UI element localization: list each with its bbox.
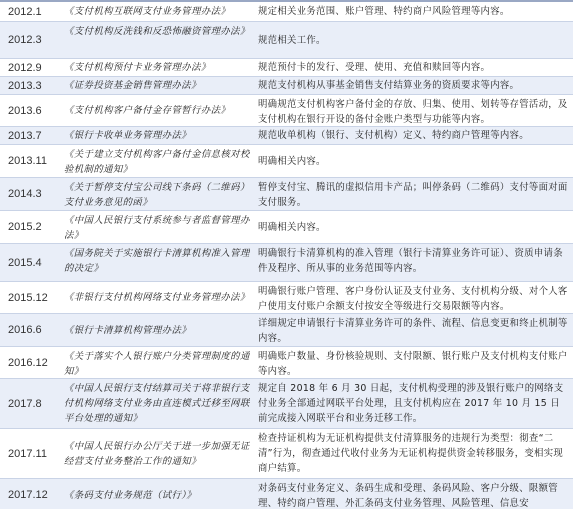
row-date: 2013.3 — [8, 79, 42, 92]
table-row — [0, 22, 573, 59]
table-row — [0, 379, 573, 429]
table-row — [0, 429, 573, 479]
table-row — [0, 95, 573, 127]
table-row — [0, 211, 573, 244]
row-regulation-title: 《非银行支付机构网络支付业务管理办法》 — [64, 292, 250, 303]
row-description: 详细规定申请银行卡清算业务许可的条件、流程、信息变更和终止机制等内容。 — [258, 318, 568, 344]
row-description: 明确银行账户管理、客户身份认证及支付业务、支付机构分级、对个人客户使用支付账户余额支付按安全等级进行交易限额等内容。 — [258, 286, 568, 312]
table-row — [0, 314, 573, 347]
row-date: 2017.8 — [8, 397, 42, 410]
row-regulation-title: 《支付机构互联网支付业务管理办法》 — [64, 6, 231, 17]
row-description: 明确账户数量、身份核验规则、支付限额、银行账户及支付机构支付账户等内容。 — [258, 351, 568, 377]
row-regulation-title: 《关于暂停支付宝公司线下条码（二维码）支付业务意见的函》 — [64, 182, 250, 208]
row-date: 2013.7 — [8, 129, 42, 142]
row-description: 暂停支付宝、腾讯的虚拟信用卡产品；叫停条码（二维码）支付等面对面支付服务。 — [258, 182, 568, 208]
row-description: 明确银行卡清算机构的准入管理（银行卡清算业务许可证）、资质申请条件及程序、所从事的业务范围等内容。 — [258, 248, 563, 274]
row-description: 规范预付卡的发行、受理、使用、充值和赎回等内容。 — [258, 62, 491, 73]
row-description: 规范收单机构（银行、支付机构）定义、特约商户管理等内容。 — [258, 130, 529, 141]
row-regulation-title: 《关于建立支付机构客户备付金信息核对校验机制的通知》 — [64, 149, 250, 175]
row-date: 2017.12 — [8, 489, 48, 501]
table-row — [0, 244, 573, 282]
row-regulation-title: 《中国人民银行支付结算司关于将非银行支付机构网络支付业务由直连模式迁移至网联平台处理的通知》 — [64, 383, 250, 424]
row-date: 2017.11 — [8, 447, 47, 460]
row-description: 规定相关业务范围、账户管理、特约商户风险管理等内容。 — [258, 6, 510, 17]
table-row — [0, 145, 573, 178]
table-row — [0, 127, 573, 145]
row-description: 检查持证机构为无证机构提供支付清算服务的违规行为类型：彻查“二清”行为，彻查通过代收付业务为无证机构提供资金转移服务，变相实现商户结算。 — [258, 433, 564, 474]
table-row — [0, 2, 573, 22]
row-regulation-title: 《条码支付业务规范（试行）》 — [64, 489, 197, 501]
table-row — [0, 59, 573, 77]
table-row — [0, 77, 573, 95]
row-regulation-title: 《中国人民银行支付系统参与者监督管理办法》 — [64, 215, 250, 241]
row-date: 2013.6 — [8, 104, 42, 117]
row-date: 2012.9 — [8, 61, 42, 74]
row-regulation-title: 《银行卡清算机构管理办法》 — [64, 324, 192, 336]
row-regulation-title: 《关于落实个人银行账户分类管理制度的通知》 — [64, 351, 250, 377]
table-row — [0, 347, 573, 379]
row-description: 明确相关内容。 — [258, 155, 326, 167]
row-regulation-title: 《证券投资基金销售管理办法》 — [64, 80, 201, 91]
row-description: 明确规范支付机构客户备付金的存放、归集、使用、划转等存管活动，及支付机构在银行开设的备付金账户类型与功能等内容。 — [258, 99, 568, 125]
row-date: 2013.11 — [8, 155, 47, 167]
row-regulation-title: 《中国人民银行办公厅关于进一步加强无证经营支付业务整治工作的通知》 — [64, 440, 250, 467]
row-date: 2016.6 — [8, 324, 42, 336]
row-regulation-title: 《支付机构预付卡业务管理办法》 — [64, 62, 211, 73]
row-description: 明确相关内容。 — [258, 221, 326, 233]
row-date: 2015.2 — [8, 221, 42, 233]
row-regulation-title: 《支付机构反洗钱和反恐怖融资管理办法》 — [64, 26, 250, 37]
row-date: 2015.12 — [8, 291, 48, 304]
row-date: 2015.4 — [8, 256, 42, 269]
row-date: 2012.3 — [8, 34, 42, 46]
row-date: 2016.12 — [8, 356, 48, 369]
row-date: 2012.1 — [8, 5, 42, 18]
row-description: 规定自 2018 年 6 月 30 日起，支付机构受理的涉及银行账户的网络支付业务全部通过网联平台处理，且支付机构应在 2017 年 10 月 15 日前完成接入网联平台和业务迁移工作。 — [258, 383, 564, 424]
table-row — [0, 282, 573, 314]
row-regulation-title: 《银行卡收单业务管理办法》 — [64, 130, 192, 141]
table-row — [0, 178, 573, 211]
row-description: 规范相关工作。 — [258, 34, 326, 46]
row-regulation-title: 《国务院关于实施银行卡清算机构准入管理的决定》 — [64, 248, 250, 274]
row-regulation-title: 《支付机构客户备付金存管暂行办法》 — [64, 105, 231, 116]
row-description: 对条码支付业务定义、条码生成和受理、条码风险、客户分级、限额管理、特约商户管理、外汇条码支付业务管理、风险管理、信息安 — [258, 483, 558, 509]
table-row — [0, 479, 573, 509]
row-date: 2014.3 — [8, 188, 42, 200]
row-description: 规范支付机构从事基金销售支付结算业务的资质要求等内容。 — [258, 80, 520, 91]
